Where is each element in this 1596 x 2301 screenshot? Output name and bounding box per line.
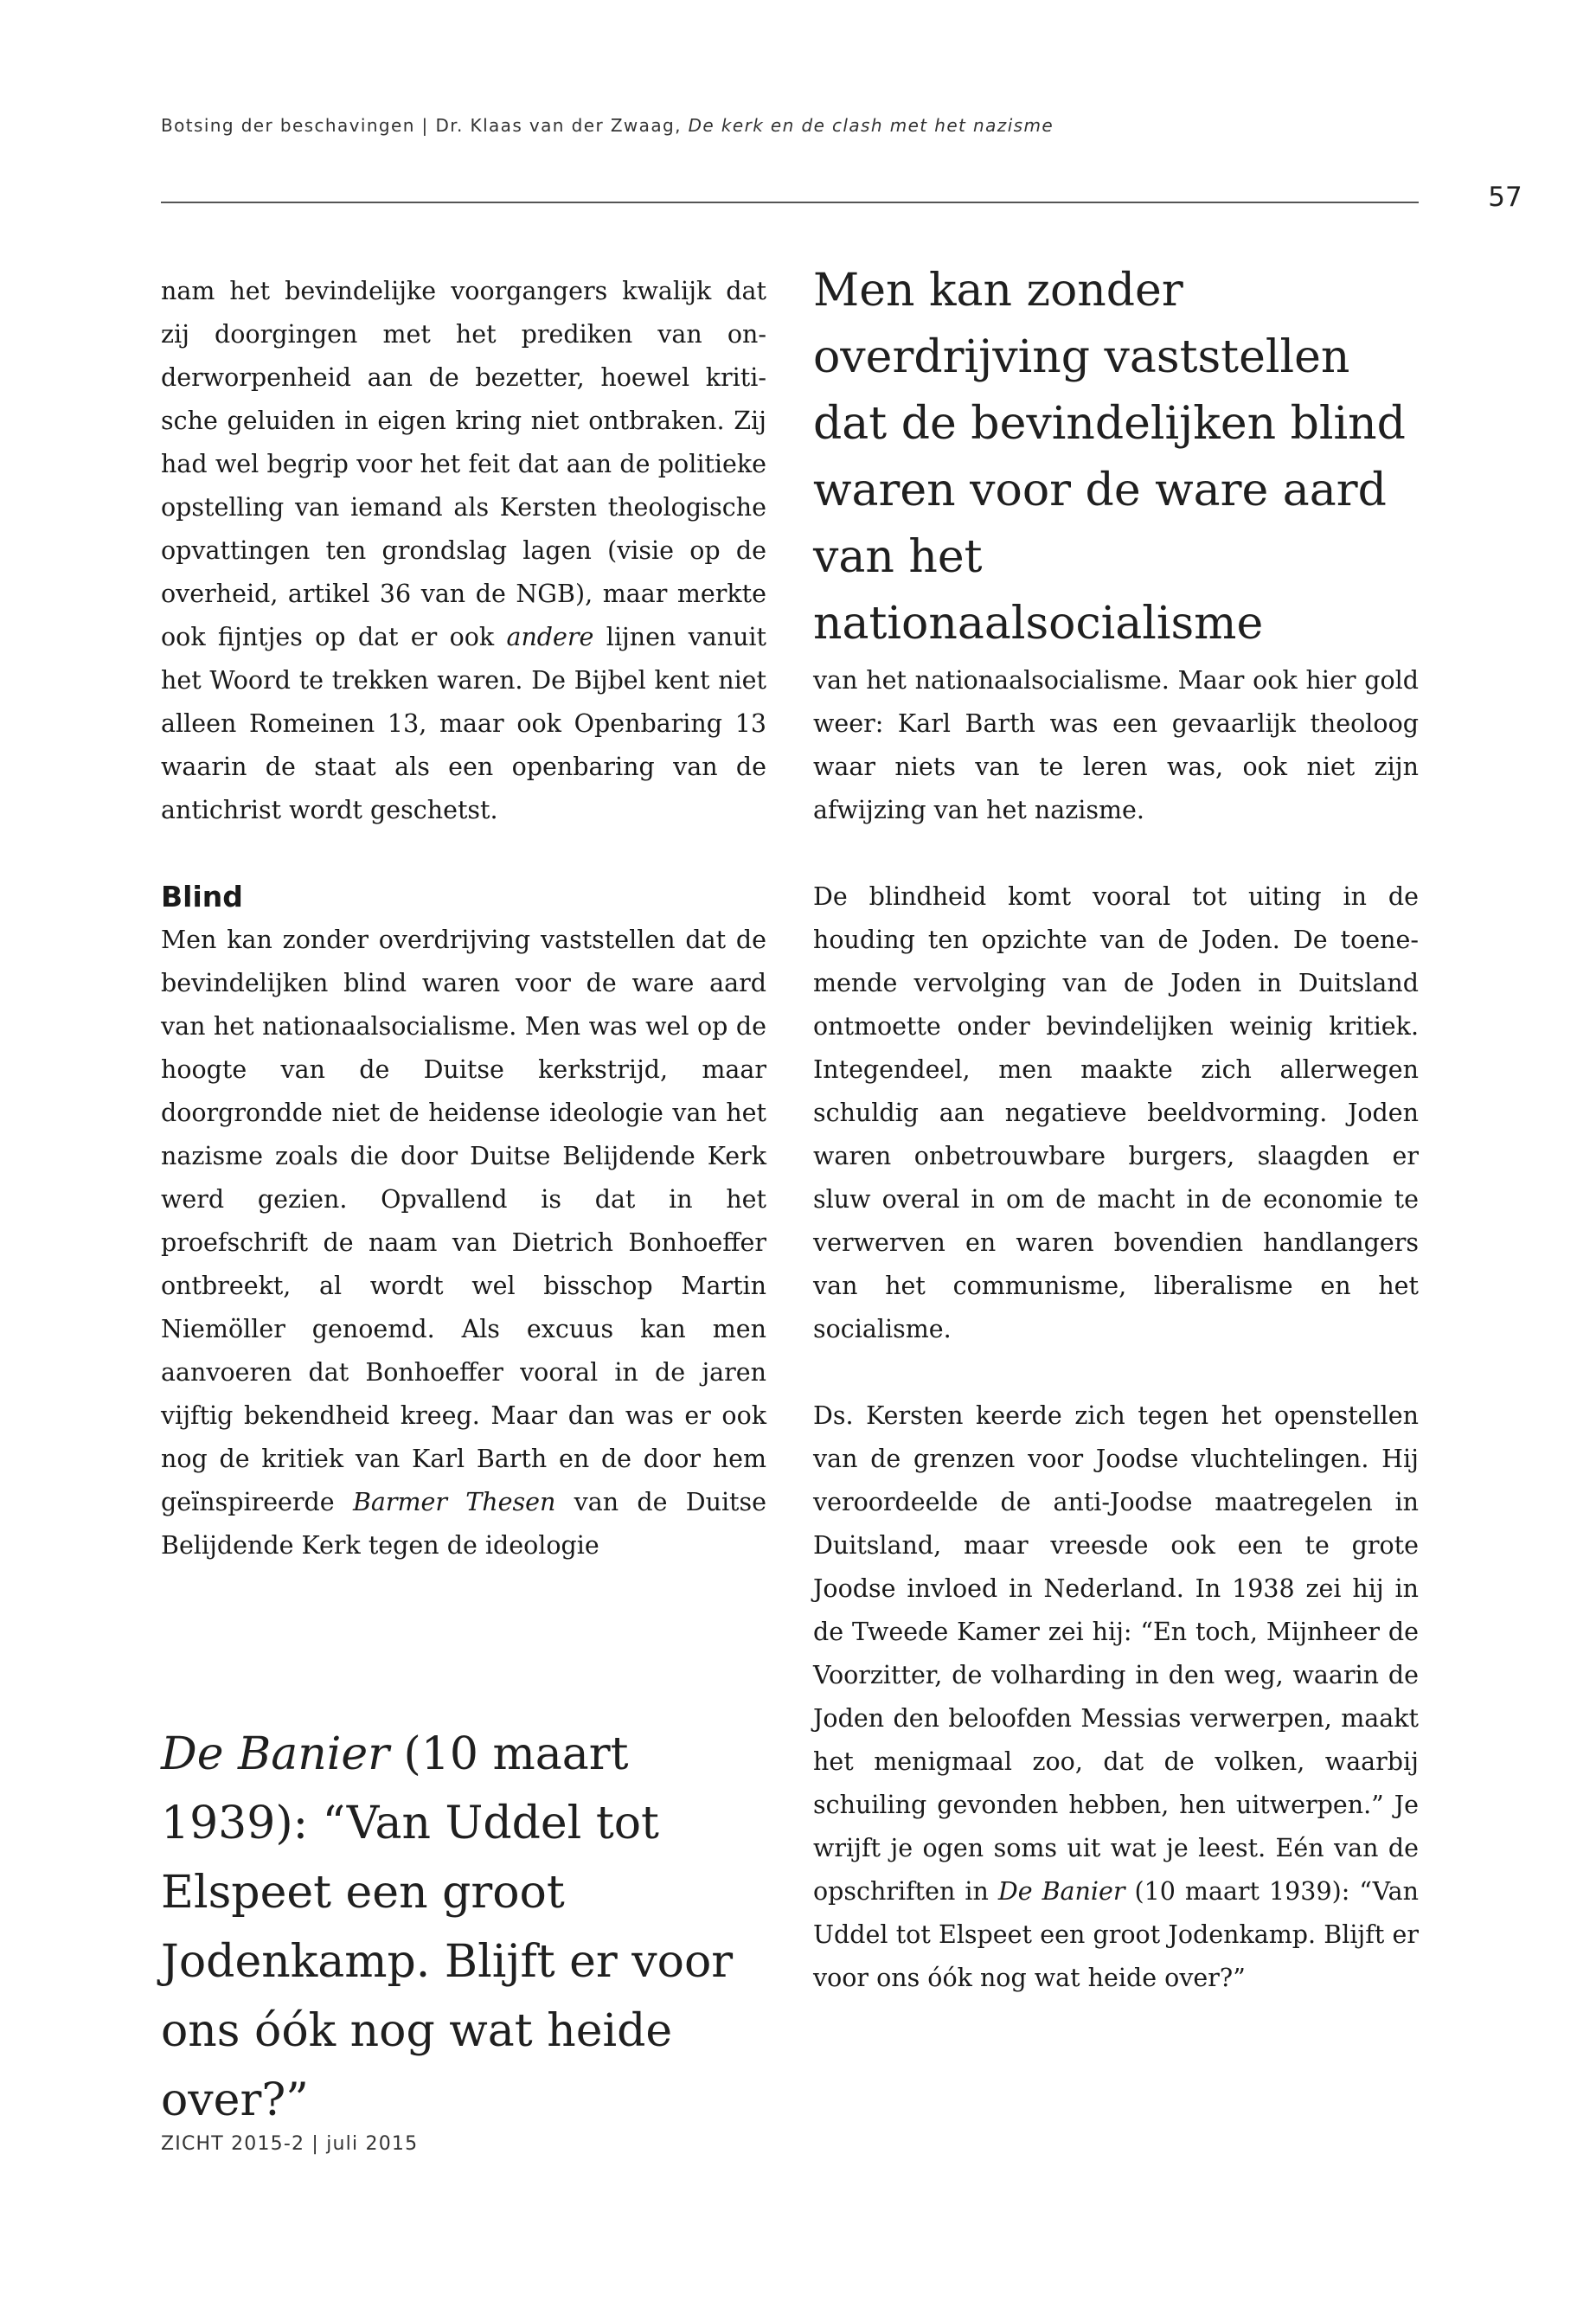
header-rule	[161, 202, 1419, 203]
header-separator: |	[421, 115, 429, 136]
right-p3-end: (10 maart 1939): “Van Uddel tot Elspeet een groot Jodenkamp. Blijft er voor ons óók nog wat heide over?”	[813, 1877, 1419, 1992]
right-p3-italic: De Banier	[997, 1877, 1125, 1906]
page-number: 57	[1488, 182, 1522, 213]
left-p2-italic: Barmer Thesen	[352, 1488, 556, 1516]
footer-issue: ZICHT 2015-2 | juli 2015	[161, 2133, 419, 2155]
section-heading-blind: Blind	[161, 880, 243, 913]
pullquote-bottom-italic: De Banier	[161, 1728, 389, 1780]
right-paragraph-3	[813, 1394, 1419, 2000]
running-title: Botsing der beschavingen	[161, 115, 415, 136]
header-author: Dr. Klaas van der Zwaag,	[435, 115, 682, 136]
left-p1-text: nam het bevindelijke voorgangers kwalijk dat zij doorgingen met het prediken van onderworpenheid aan de bezetter, hoewel kritische geluiden in eigen kring niet ontbraken. Zij had wel begrip voor het feit dat aan de politieke opstelling van iemand als Kersten theologische opvattingen ten grondslag lagen (visie op de overheid, artikel 36 van de NGB), maar merkte ook fijntjes op dat er ook	[161, 277, 766, 651]
left-paragraph-1	[161, 270, 766, 832]
left-p1-italic: andere	[506, 623, 594, 651]
left-p2-end: van de Duitse Belijdende Kerk tegen de ideologie	[161, 1488, 767, 1560]
right-column	[813, 659, 1419, 2000]
pullquote-bottom	[161, 1720, 784, 2135]
left-column	[161, 270, 766, 1567]
pullquote-bottom-text: (10 maart 1939): “Van Uddel tot Elspeet een groot Jodenkamp. Blijft er voor ons óók nog wat heide over?”	[161, 1728, 734, 2126]
left-paragraph-2	[161, 919, 766, 1567]
right-paragraph-1: van het nationaalsocialisme. Maar ook hier gold weer: Karl Barth was een gevaarlijk theoloog waar niets van te leren was, ook niet zijn afwijzing van het nazisme.	[813, 666, 1419, 824]
right-paragraph-2: De blindheid komt vooral tot uiting in de houding ten opzichte van de Joden. De toenemende vervolging van de Joden in Duitsland ontmoette onder bevindelijken weinig kritiek. Integendeel, men maakte zich allerwegen schuldig aan negatieve beeldvorming. Joden waren onbetrouwbare burgers, slaagden er sluw overal in om de macht in de economie te verwerven en waren bovendien handlangers van het communisme, liberalisme en het socialisme.	[813, 882, 1419, 1343]
running-header	[161, 115, 1054, 136]
pullquote-top: Men kan zonder overdrijving vaststellen dat de bevindelijken blind waren voor de ware aard van het nationaalsocialisme	[813, 265, 1406, 650]
left-p1-end: lijnen vanuit het Woord te trekken waren. De Bijbel kent niet alleen Romeinen 13, maar ook Openbaring 13 waarin de staat als een openbaring van de antichrist wordt geschetst.	[161, 623, 767, 824]
header-article-title: De kerk en de clash met het nazisme	[688, 115, 1054, 136]
right-p3-text: Ds. Kersten keerde zich tegen het openstellen van de grenzen voor Joodse vluchtelingen. Hij veroordeelde de anti-Joodse maatregelen in Duitsland, maar vreesde ook een te grote Joodse invloed in Nederland. In 1938 zei hij in de Tweede Kamer zei hij: “En toch, Mijnheer de Voorzitter, de volharding in den weg, waarin de Joden den beloofden Messias verwerpen, maakt het menigmaal zoo, dat de volken, waarbij schuiling gevonden hebben, hen uitwerpen.” Je wrijft je ogen soms uit wat je leest. Eén van de opschriften in	[813, 1401, 1419, 1906]
left-p2-text: Men kan zonder overdrijving vaststellen dat de bevindelijken blind waren voor de ware aard van het nationaalsocialisme. Men was wel op de hoogte van de Duitse kerkstrijd, maar doorgrondde niet de heidense ideologie van het nazisme zoals die door Duitse Belijdende Kerk werd gezien. Opvallend is dat in het proefschrift de naam van Dietrich Bonhoeffer ontbreekt, al wordt wel bisschop Martin Niemöller genoemd. Als excuus kan men aanvoeren dat Bonhoeffer vooral in de jaren vijftig bekendheid kreeg. Maar dan was er ook nog de kritiek van Karl Barth en de door hem geïnspireerde	[161, 926, 766, 1516]
